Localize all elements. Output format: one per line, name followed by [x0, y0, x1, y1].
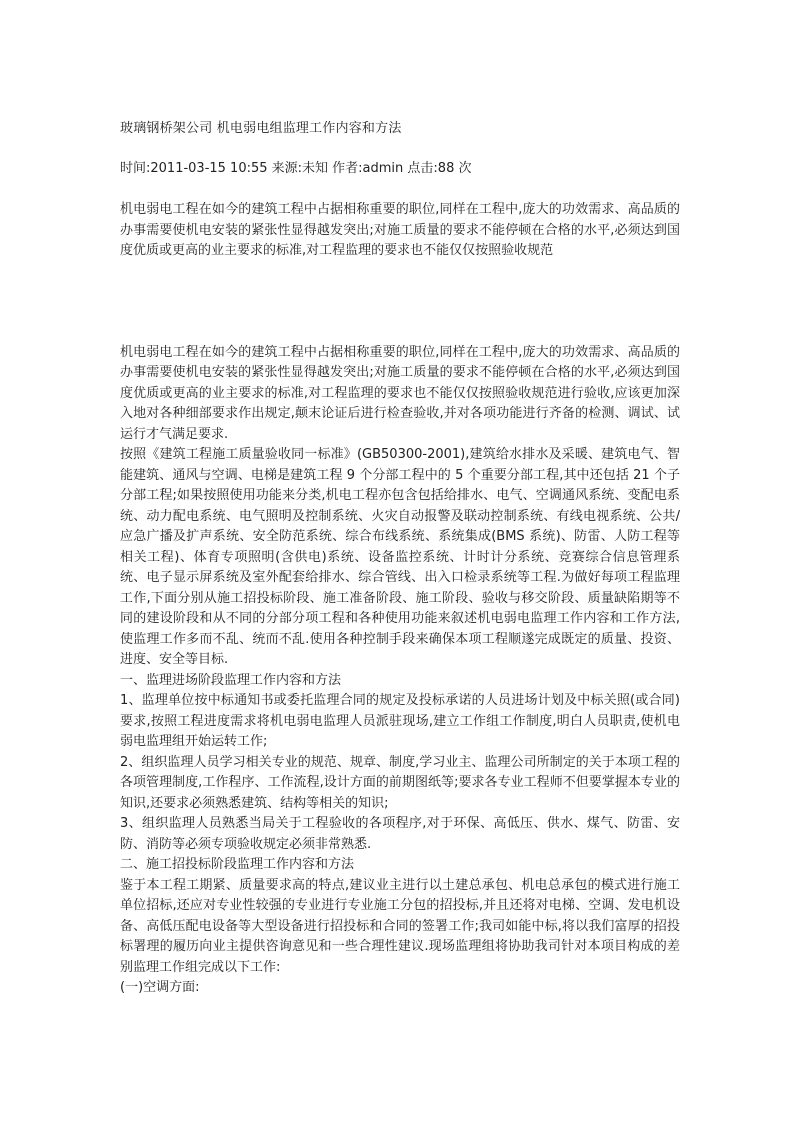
subsection-heading-air-conditioning: (一)空调方面:: [120, 980, 200, 995]
body-paragraph-bidding: 鉴于本工程工期紧、质量要求高的特点,建议业主进行以土建总承包、机电总承包的模式进行施工单位招标,还应对专业性较强的专业进行专业施工分包的招投标,并且还将对电梯、空调、发电机设备、高低压配电设备等大型设备进行招投标和合同的签署工作;我司如能中标,将以我们富厚的招投标署理的履历向业主提供咨询意见和一些合理性建议.现场监理组将协助我司针对本项目构成的差别监理工作组完成以下工作:: [120, 877, 680, 975]
article-body: [120, 343, 680, 999]
body-paragraph-standards: 按照《建筑工程施工质量验收同一标准》(GB50300-2001),建筑给水排水及采暖、建筑电气、智能建筑、通风与空调、电梯是建筑工程 9 个分部工程中的 5 个重要分部工程,其中还包括 21 个子分部工程;如果按照使用功能来分类,机电工程亦包含包括给排水、电气、空调通风系统、变配电系统、动力配电系统、电气照明及控制系统、火灾自动报警及联动控制系统、有线电视系统、公共/应急广播及扩声系统、安全防范系统、综合布线系统、系统集成(BMS 系统)、防雷、人防工程等相关工程)、体育专项照明(含供电)系统、设备监控系统、计时计分系统、竞赛综合信息管理系统、电子显示屏系统及室外配套给排水、综合管线、出入口检录系统等工程.为做好每项工程监理工作,下面分别从施工招投标阶段、施工准备阶段、施工阶段、验收与移交阶段、质量缺陷期等不同的建设阶段和从不同的分部分项工程和各种使用功能来叙述机电弱电监理工作内容和工作方法,使监理工作多而不乱、统而不乱.使用各种控制手段来确保本项工程顺遂完成既定的质量、投资、进度、安全等目标.: [120, 447, 680, 667]
document-page: [120, 112, 680, 999]
body-paragraph-overview: 机电弱电工程在如今的建筑工程中占据相称重要的职位,同样在工程中,庞大的功效需求、高品质的办事需要使机电安装的紧张性显得越发突出;对施工质量的要求不能停顿在合格的水平,必须达到国度优质或更高的业主要求的标准,对工程监理的要求也不能仅仅按照验收规范进行验收,应该更加深入地对各种细部要求作出规定,颠末论证后进行检查验收,并对各项功能进行齐备的检测、调试、试运行才气满足要求.: [120, 344, 680, 442]
article-meta: 时间:2011-03-15 10:55 来源:未知 作者:admin 点击:88 次: [120, 161, 472, 176]
article-title: 玻璃钢桥架公司 机电弱电组监理工作内容和方法: [120, 121, 402, 136]
intro-paragraph: 机电弱电工程在如今的建筑工程中占据相称重要的职位,同样在工程中,庞大的功效需求、高品质的办事需要使机电安装的紧张性显得越发突出;对施工质量的要求不能停顿在合格的水平,必须达到国度优质或更高的业主要求的标准,对工程监理的要求也不能仅仅按照验收规范: [120, 202, 680, 258]
list-item-1: 1、监理单位按中标通知书或委托监理合同的规定及投标承诺的人员进场计划及中标关照(或合同)要求,按照工程进度需求将机电弱电监理人员派驻现场,建立工作组工作制度,明白人员职责,使机电弱电监理组开始运转工作;: [120, 693, 680, 749]
section-heading-entry-phase: 一、监理进场阶段监理工作内容和方法: [120, 672, 342, 688]
list-item-2: 2、组织监理人员学习相关专业的规范、规章、制度,学习业主、监理公司所制定的关于本项工程的各项管理制度,工作程序、工作流程,设计方面的前期图纸等;要求各专业工程师不但要掌握本专业的知识,还要求必须熟悉建筑、结构等相关的知识;: [120, 754, 680, 811]
section-heading-bidding-phase: 二、施工招投标阶段监理工作内容和方法: [120, 857, 355, 872]
list-item-3: 3、组织监理人员熟悉当局关于工程验收的各项程序,对于环保、高低压、供水、煤气、防雷、安防、消防等必须专项验收规定必须非常熟悉.: [120, 816, 680, 852]
